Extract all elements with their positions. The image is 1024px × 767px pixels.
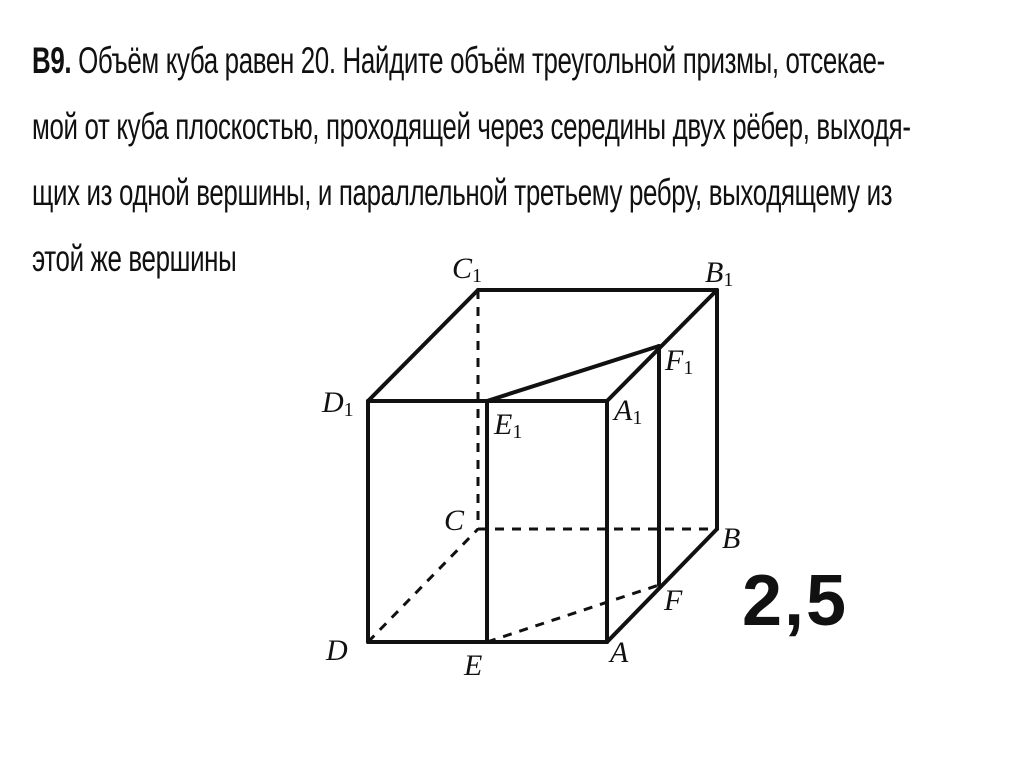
label-b1: B1 [705, 256, 734, 291]
problem-number: B9. [32, 40, 72, 81]
label-a: A [610, 636, 629, 669]
problem-line-2: мой от куба плоскостью, проходящей через середины двух рёбер, выходя- [32, 106, 911, 147]
label-c1: C1 [452, 252, 483, 287]
problem-line-4: этой же вершины [32, 238, 237, 279]
edge-a1-b1 [607, 290, 717, 401]
label-b: B [722, 522, 741, 555]
label-f1: F1 [665, 344, 694, 379]
label-d1: D1 [322, 386, 354, 421]
label-d: D [326, 634, 348, 667]
problem-line-3: щих из одной вершины, и параллельной третьему ребру, выходящему из [32, 172, 893, 213]
label-a1: A1 [614, 394, 643, 429]
hidden-edge-d-c [368, 529, 478, 642]
edge-d1-c1 [368, 290, 478, 401]
answer-value: 2,5 [742, 561, 849, 641]
label-e1: E1 [494, 408, 523, 443]
label-c: C [444, 504, 465, 537]
edge-a-b [607, 529, 717, 642]
label-f: F [664, 584, 683, 617]
problem-line-1-text: Объём куба равен 20. Найдите объём треугольной призмы, отсекае- [71, 40, 885, 81]
label-e: E [464, 649, 483, 682]
